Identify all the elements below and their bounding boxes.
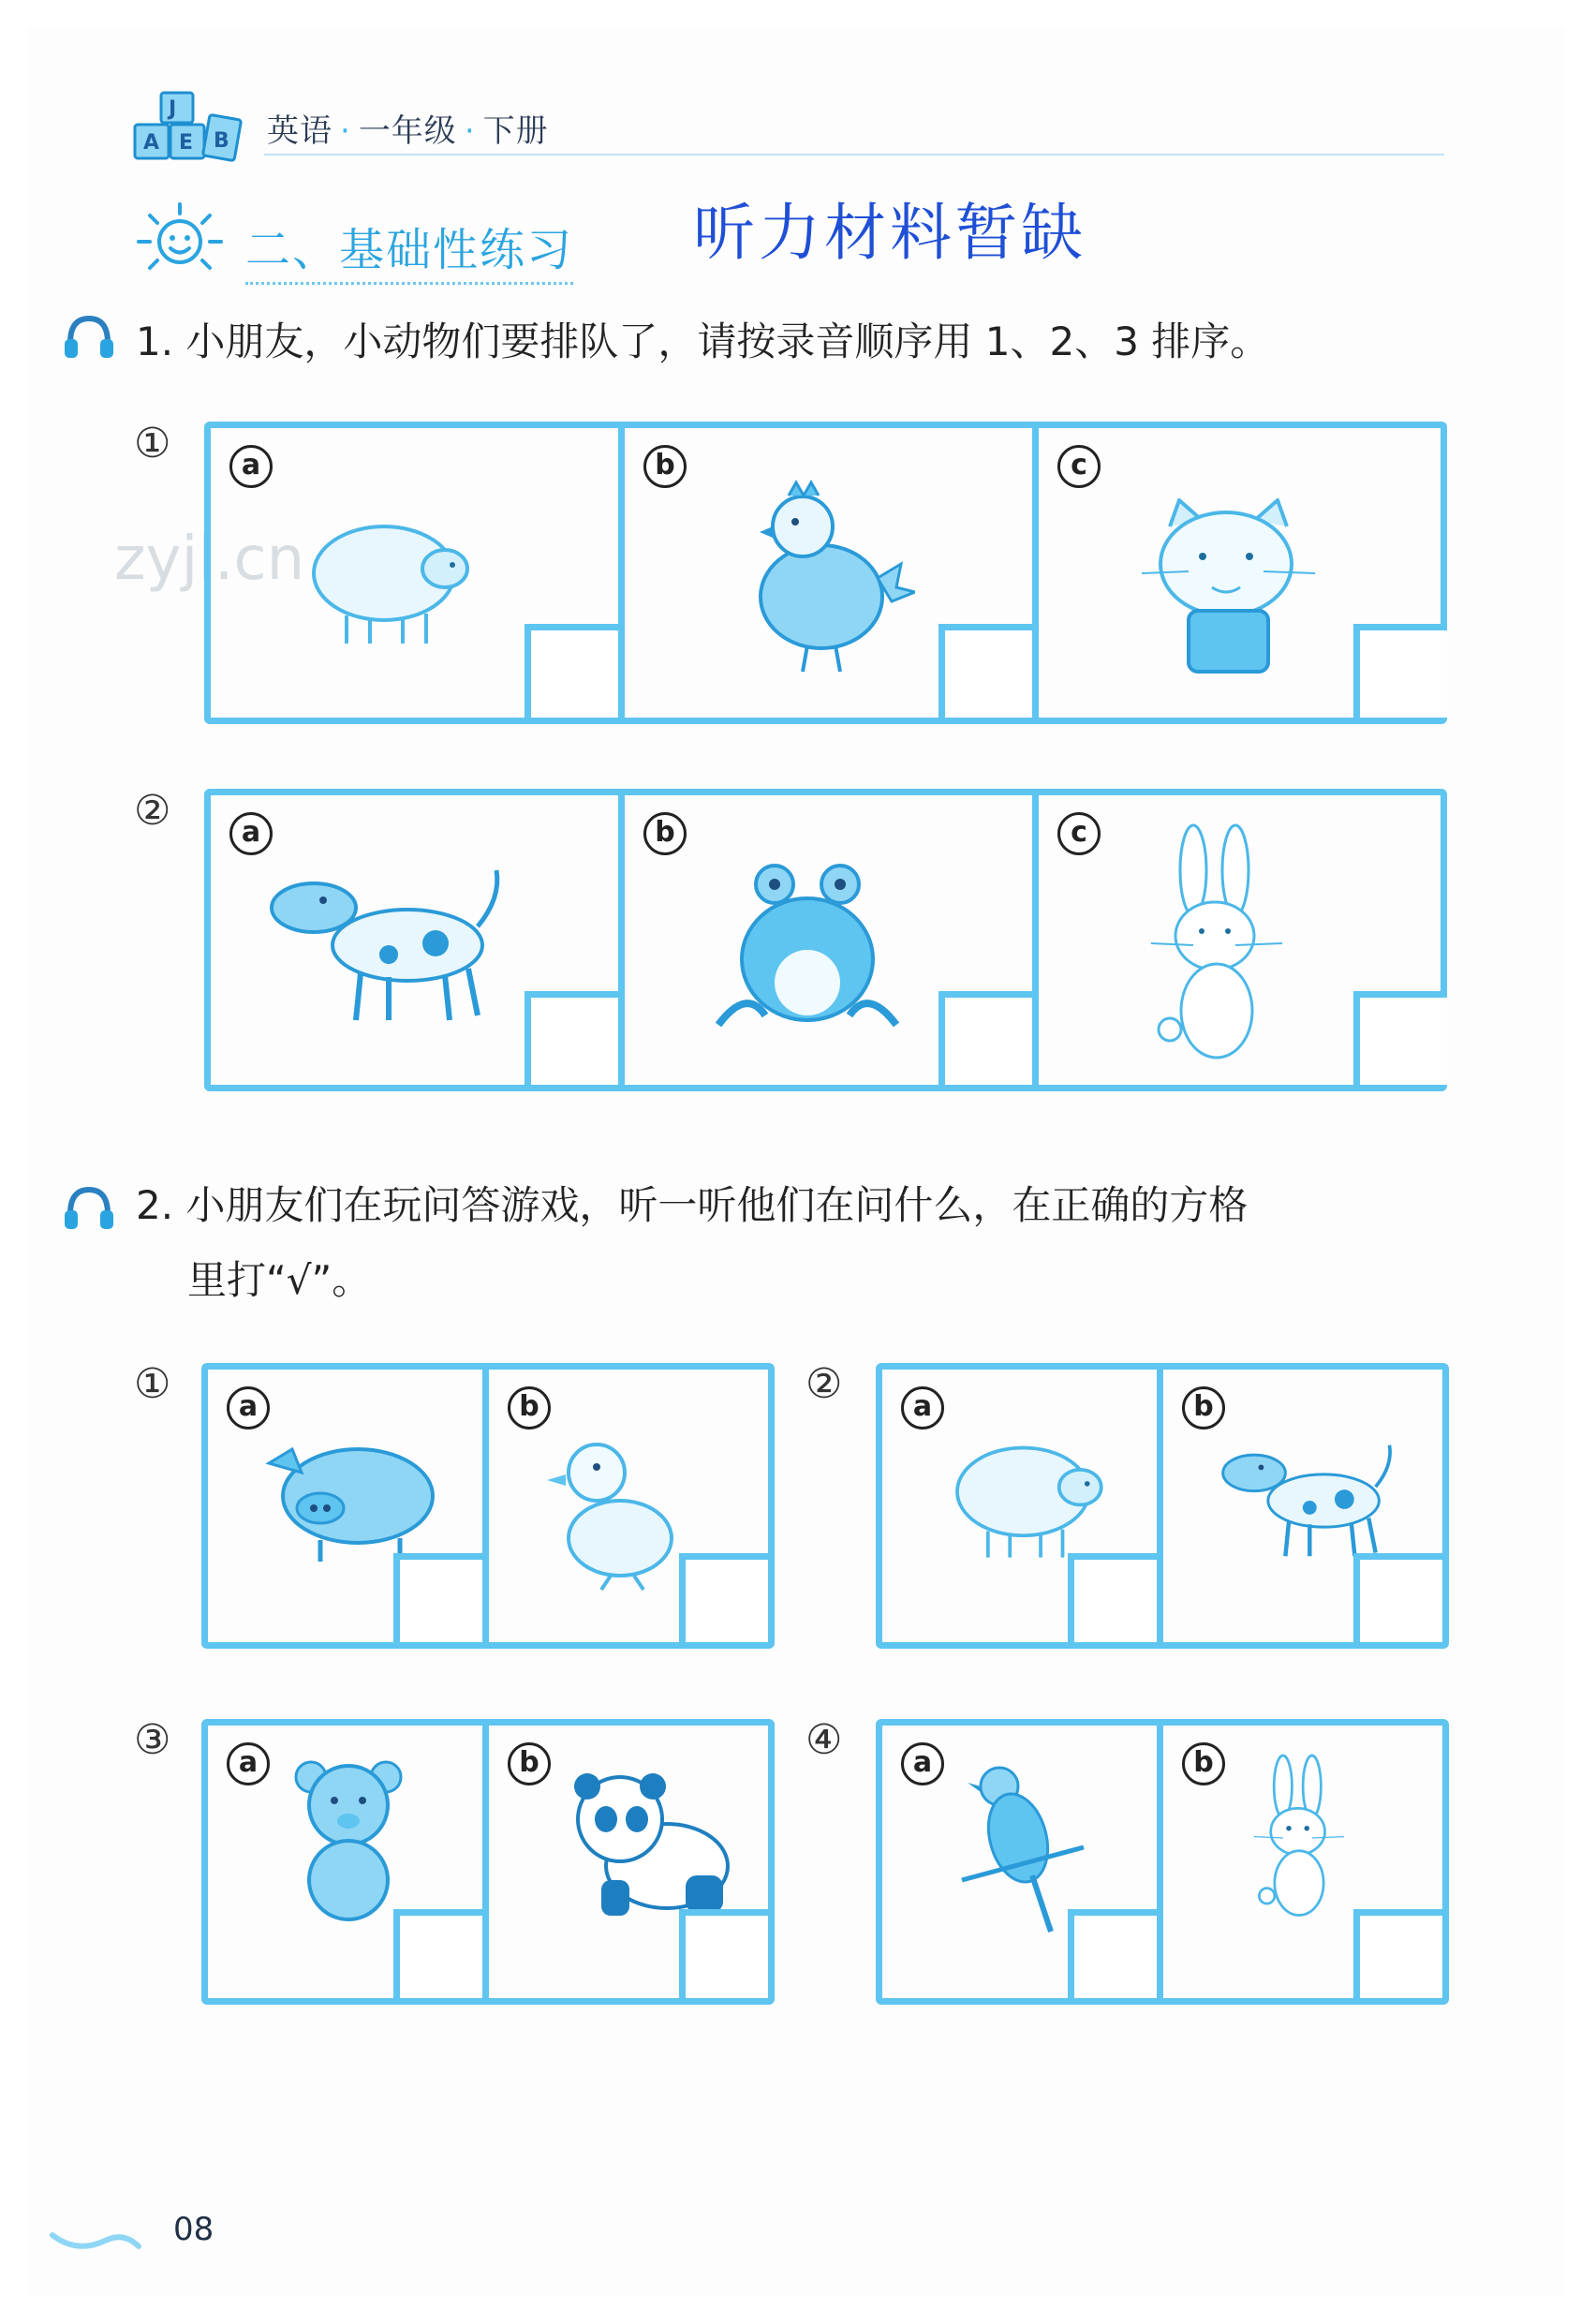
dog-icon <box>267 861 520 1030</box>
answer-box[interactable] <box>1353 1553 1442 1642</box>
svg-text:J: J <box>169 97 177 121</box>
answer-box[interactable] <box>1068 1909 1157 1998</box>
q1-group-1-frame <box>204 422 1447 724</box>
q1-group-label: ① <box>134 420 171 467</box>
option-letter: c <box>1057 445 1101 488</box>
answer-box[interactable] <box>393 1553 482 1642</box>
q1-g2-option-a[interactable] <box>211 795 625 1085</box>
option-letter: b <box>1182 1386 1225 1430</box>
answer-box[interactable] <box>393 1909 482 1998</box>
svg-text:A: A <box>143 131 160 155</box>
answer-box[interactable] <box>1353 991 1447 1085</box>
hen-icon <box>737 475 915 681</box>
duck-icon <box>545 1435 676 1594</box>
separator: · <box>340 112 351 150</box>
q2-group-3-frame <box>201 1719 775 2005</box>
answer-box[interactable] <box>1353 1909 1442 1998</box>
header-breadcrumb <box>267 105 549 151</box>
headphones-icon[interactable] <box>61 1182 117 1235</box>
q2-group-2-frame <box>876 1363 1449 1649</box>
q1-g2-option-c[interactable] <box>1039 795 1447 1085</box>
answer-box[interactable] <box>1353 624 1447 718</box>
rabbit-icon <box>1248 1749 1351 1927</box>
rabbit-icon <box>1142 823 1292 1067</box>
q1-group-label: ② <box>134 787 171 835</box>
wave-decoration-icon <box>49 2228 142 2256</box>
abc-blocks-logo-icon <box>131 89 244 173</box>
q2-g4-option-b[interactable] <box>1163 1726 1442 1998</box>
q2-g2-option-b[interactable] <box>1163 1370 1442 1642</box>
bear-icon <box>288 1754 409 1922</box>
option-letter: c <box>1057 812 1101 855</box>
separator: · <box>464 112 476 150</box>
header-grade: 一年级 <box>358 112 457 150</box>
cat-icon <box>1114 498 1329 676</box>
q1-group-2-frame <box>204 789 1447 1091</box>
answer-box[interactable] <box>525 991 618 1085</box>
sheep-icon <box>938 1426 1116 1566</box>
q2-g3-option-b[interactable] <box>489 1726 768 1998</box>
header-subject: 英语 <box>267 112 332 150</box>
page-number: 08 <box>173 2211 214 2248</box>
q2-group-label: ① <box>134 1360 171 1408</box>
answer-box[interactable] <box>938 624 1032 718</box>
option-letter: b <box>508 1742 551 1785</box>
option-letter: b <box>643 812 687 855</box>
header-volume: 下册 <box>482 112 549 150</box>
q2-g3-option-a[interactable] <box>208 1726 489 1998</box>
listening-material-note: 听力材料暂缺 <box>693 197 1086 269</box>
option-letter: b <box>1182 1742 1225 1785</box>
q1-g1-option-b[interactable] <box>625 428 1039 718</box>
pig-icon <box>250 1435 447 1566</box>
q2-group-1-frame <box>201 1363 775 1649</box>
frog-icon <box>709 852 906 1039</box>
sheep-icon <box>295 503 482 653</box>
q2-group-label: ③ <box>134 1716 171 1764</box>
dog-icon <box>1219 1435 1407 1566</box>
question-2-text-line1: 2. 小朋友们在玩问答游戏，听一听他们在问什么，在正确的方格 <box>136 1182 1249 1228</box>
headphones-icon[interactable] <box>61 311 117 363</box>
option-letter: a <box>901 1742 944 1785</box>
option-letter: a <box>227 1386 270 1430</box>
q2-g2-option-a[interactable] <box>882 1370 1163 1642</box>
q2-g4-option-a[interactable] <box>882 1726 1163 1998</box>
q2-group-4-frame <box>876 1719 1449 2005</box>
question-1-text: 1. 小朋友，小动物们要排队了，请按录音顺序用 1、2、3 排序。 <box>136 319 1270 364</box>
q2-g1-option-a[interactable] <box>208 1370 489 1642</box>
q2-group-label: ② <box>805 1360 843 1408</box>
answer-box[interactable] <box>679 1553 768 1642</box>
option-letter: b <box>508 1386 551 1430</box>
answer-box[interactable] <box>525 624 618 718</box>
option-letter: a <box>227 1742 270 1785</box>
option-letter: b <box>643 445 687 488</box>
answer-box[interactable] <box>1068 1553 1157 1642</box>
q1-g1-option-c[interactable] <box>1039 428 1447 718</box>
svg-text:B: B <box>214 129 229 153</box>
answer-box[interactable] <box>938 991 1032 1085</box>
header-rule <box>264 154 1444 156</box>
option-letter: a <box>901 1386 944 1430</box>
q1-g1-option-a[interactable] <box>211 428 625 718</box>
answer-box[interactable] <box>679 1909 768 1998</box>
option-letter: a <box>229 445 273 488</box>
q1-g2-option-b[interactable] <box>625 795 1039 1085</box>
sun-icon <box>131 197 229 281</box>
q2-g1-option-b[interactable] <box>489 1370 768 1642</box>
q2-group-label: ④ <box>805 1716 843 1764</box>
panda-icon <box>564 1768 732 1918</box>
option-letter: a <box>229 812 273 855</box>
svg-text:E: E <box>179 131 194 155</box>
section-title: 二、基础性练习 <box>245 214 573 285</box>
watermark: zyjl.cn <box>114 525 305 594</box>
question-2-text-line2: 里打“√”。 <box>187 1257 372 1303</box>
